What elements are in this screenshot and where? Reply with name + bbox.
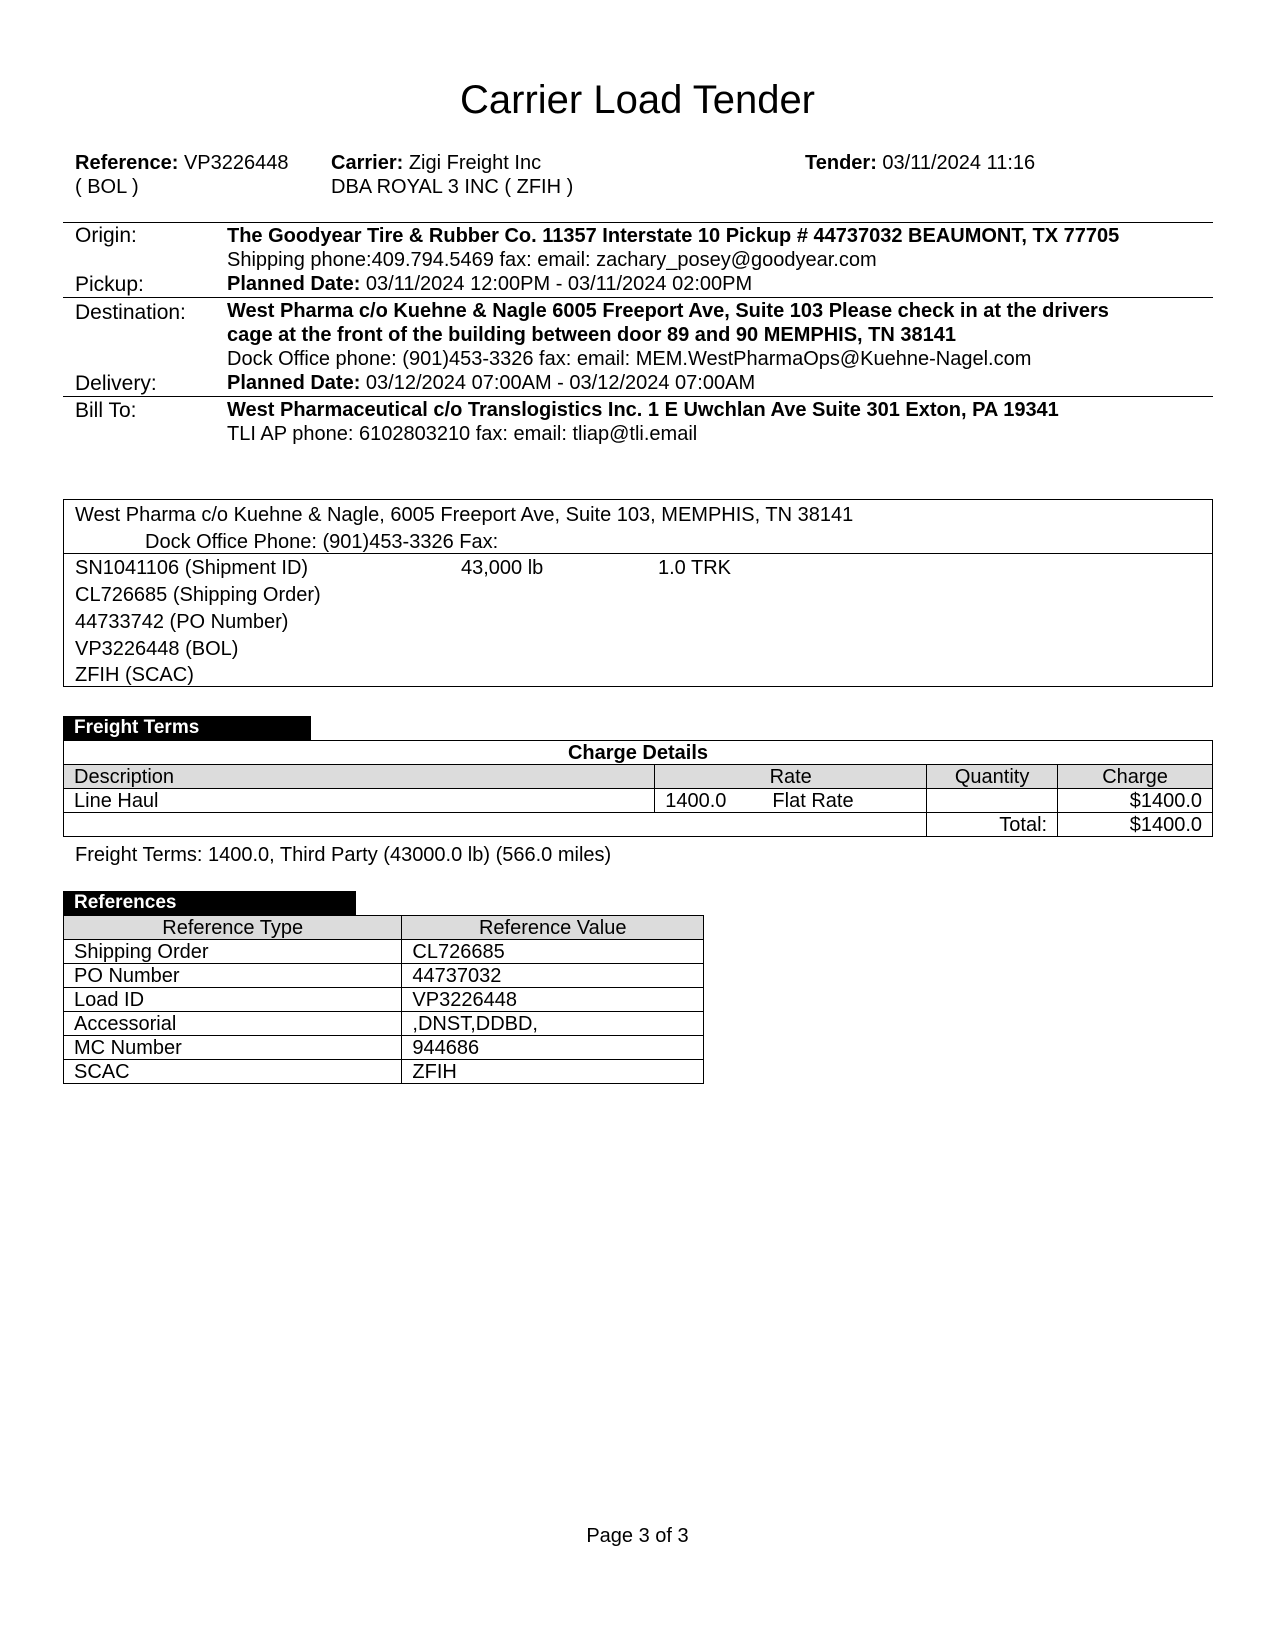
tender-block: [805, 151, 1035, 175]
charge-rate: 1400.0: [665, 789, 727, 812]
table-row: [64, 940, 704, 964]
stop-units: 1.0 TRK: [658, 557, 731, 579]
divider: [63, 222, 1213, 223]
total-label: Total:: [927, 813, 1058, 837]
stop-id-po-number: 44733742 (PO Number): [75, 611, 289, 633]
divider: [63, 396, 1213, 397]
carrier-value: Zigi Freight Inc: [408, 152, 542, 174]
stop-weight: 43,000 lb: [461, 557, 544, 579]
bill-to-label: Bill To:: [75, 399, 137, 422]
reference-value-cell: VP3226448: [402, 988, 704, 1012]
destination-contact: Dock Office phone: (901)453-3326 fax: email: MEM.WestPharmaOps@Kuehne-Nagel.com: [227, 348, 1032, 370]
stop-id-bol: VP3226448 (BOL): [75, 638, 239, 660]
divider: [64, 553, 1212, 554]
origin-name: The Goodyear Tire & Rubber Co. 11357 Interstate 10 Pickup # 44737032 BEAUMONT, TX 77705: [227, 225, 1120, 247]
delivery-planned-value: 03/12/2024 07:00AM - 03/12/2024 07:00AM: [365, 372, 756, 394]
divider: [63, 297, 1213, 298]
freight-terms-summary: Freight Terms: 1400.0, Third Party (43000.0 lb) (566.0 miles): [75, 844, 612, 866]
tender-value: 03/11/2024 11:16: [882, 152, 1036, 174]
stop-box: [63, 499, 1213, 687]
table-row: [64, 1012, 704, 1036]
destination-details: [227, 299, 1109, 395]
stop-id-shipment: SN1041106 (Shipment ID): [75, 557, 309, 579]
column-header: Reference Value: [402, 916, 704, 940]
bill-to-details: [227, 398, 1059, 446]
destination-label: Destination:: [75, 301, 186, 324]
reference-label: Reference:: [75, 152, 179, 174]
column-header: Description: [64, 765, 655, 789]
stop-id-shipping-order: CL726685 (Shipping Order): [75, 584, 321, 606]
delivery-planned-label: Planned Date:: [227, 372, 361, 394]
tender-label: Tender:: [805, 152, 877, 174]
references-table: [63, 915, 704, 1084]
destination-name-line1: West Pharma c/o Kuehne & Nagle 6005 Freeport Ave, Suite 103 Please check in at the drivers: [227, 300, 1109, 322]
reference-type-cell: MC Number: [64, 1036, 402, 1060]
charge-rate-type: Flat Rate: [772, 789, 854, 812]
carrier-label: Carrier:: [331, 152, 404, 174]
carrier-dba: DBA ROYAL 3 INC ( ZFIH ): [331, 176, 574, 198]
origin-details: [227, 224, 1119, 296]
pickup-planned-value: 03/11/2024 12:00PM - 03/11/2024 02:00PM: [365, 273, 753, 295]
references-heading: References: [63, 891, 356, 915]
bill-to-contact: TLI AP phone: 6102803210 fax: email: tliap@tli.email: [227, 423, 698, 445]
reference-value-cell: CL726685: [402, 940, 704, 964]
reference-type-cell: Load ID: [64, 988, 402, 1012]
total-value: $1400.0: [1058, 813, 1213, 837]
table-row: [64, 789, 1213, 813]
destination-name-line2: cage at the front of the building between door 89 and 90 MEMPHIS, TN 38141: [227, 324, 957, 346]
table-row: [64, 964, 704, 988]
charge-rate-cell: [655, 789, 927, 813]
column-header: Charge: [1058, 765, 1213, 789]
charge-quantity: [927, 789, 1058, 813]
reference-type-cell: Shipping Order: [64, 940, 402, 964]
pickup-planned-label: Planned Date:: [227, 273, 361, 295]
origin-label: Origin:: [75, 224, 137, 247]
charge-header-row: [64, 765, 1213, 789]
stop-address: West Pharma c/o Kuehne & Nagle, 6005 Freeport Ave, Suite 103, MEMPHIS, TN 38141: [75, 504, 854, 526]
reference-value-cell: 44737032: [402, 964, 704, 988]
page-title: Carrier Load Tender: [459, 78, 816, 122]
references-header-row: [64, 916, 704, 940]
column-header: Quantity: [927, 765, 1058, 789]
total-row: [64, 813, 1213, 837]
table-row: [64, 1036, 704, 1060]
stop-id-scac: ZFIH (SCAC): [75, 664, 194, 686]
reference-type-cell: Accessorial: [64, 1012, 402, 1036]
charge-description: Line Haul: [64, 789, 655, 813]
reference-value-cell: ZFIH: [402, 1060, 704, 1084]
reference-type: ( BOL ): [75, 176, 139, 198]
stop-phone: Dock Office Phone: (901)453-3326 Fax:: [145, 531, 499, 553]
reference-value-cell: ,DNST,DDBD,: [402, 1012, 704, 1036]
origin-contact: Shipping phone:409.794.5469 fax: email: zachary_posey@goodyear.com: [227, 249, 877, 271]
charge-amount: $1400.0: [1058, 789, 1213, 813]
table-row: [64, 1060, 704, 1084]
reference-value-cell: 944686: [402, 1036, 704, 1060]
charge-details-title: Charge Details: [64, 741, 1213, 765]
reference-block: [75, 151, 289, 199]
page-number: Page 3 of 3: [586, 1525, 689, 1547]
carrier-block: [331, 151, 573, 199]
reference-type-cell: PO Number: [64, 964, 402, 988]
column-header: Rate: [655, 765, 927, 789]
delivery-label: Delivery:: [75, 372, 157, 395]
charge-details-table: [63, 740, 1213, 837]
column-header: Reference Type: [64, 916, 402, 940]
table-row: [64, 988, 704, 1012]
freight-terms-heading: Freight Terms: [63, 716, 311, 740]
reference-type-cell: SCAC: [64, 1060, 402, 1084]
bill-to-name: West Pharmaceutical c/o Translogistics Inc. 1 E Uwchlan Ave Suite 301 Exton, PA 19341: [227, 399, 1059, 421]
reference-value: VP3226448: [183, 152, 289, 174]
pickup-label: Pickup:: [75, 273, 144, 296]
